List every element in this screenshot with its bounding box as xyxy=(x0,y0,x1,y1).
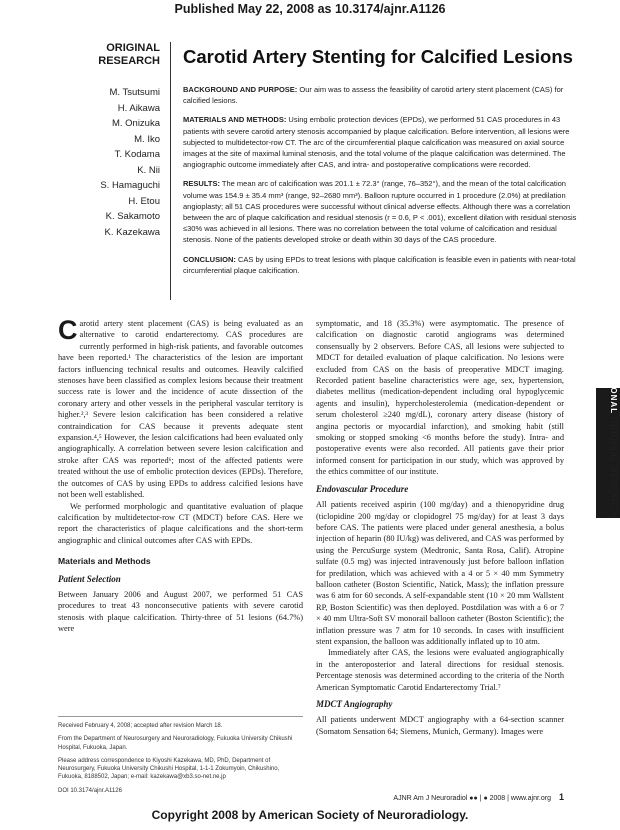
author-list xyxy=(60,85,160,240)
patient-selection-heading: Patient Selection xyxy=(58,573,121,584)
journal-citation: AJNR Am J Neuroradiol ●● | ● 2008 | www.ajnr.org xyxy=(393,795,551,802)
section-label xyxy=(70,42,160,68)
abstract-heading: CONCLUSION: xyxy=(183,254,236,264)
endovascular-paragraph-2: Immediately after CAS, the lesions were evaluated angiographically in the anteroposterior and lateral directions for residual stenosis. Percentage stenosis was determined according to the criteria of the North American Symptomatic Carotid Endarterectomy Trial.⁷ xyxy=(316,648,564,692)
footnotes xyxy=(58,722,303,800)
body-column-right xyxy=(316,318,564,737)
author: K. Sakamoto xyxy=(105,211,160,222)
intro-text: arotid artery stent placement (CAS) is being evaluated as an alternative to carotid endarterectomy. CAS procedures are currently performed in high-risk patients, and favorable outcomes have been reported.¹ The characteristics of the lesion are important factors influencing technical results and outcomes. Heavily calcified stenoses have been classified as complex lesions because their treatment success rate is lower and the incidence of acute dissection of the coronary artery and other vessels in the peripheral vascular territory is higher.²,³ Severe lesion calcification has been considered a relative contraindication for CAS because it prevents adequate stent expansion.⁴,⁵ However, the lesion calcifications had been evaluated only angiographically. A correlation between severe lesion calcification and stroke after CAS was reported⁶; most of the affected patients were treated without the use of embolic protection devices (EPDs). Therefore, the outcomes of CAS by using EPDs to address calcified lesions have not been well established. xyxy=(58,319,303,500)
abstract-methods xyxy=(183,114,578,170)
running-footer xyxy=(316,792,564,802)
abstract-heading: RESULTS: xyxy=(183,179,220,189)
correspondence-note: Please address correspondence to Kiyoshi Kazekawa, MD, PhD, Department of Neurosurgery, Fukuoka University Chikushi Hospital, 1-1-1 Zokumyoin, Chikushino, Fukuoka, 8188502, Japan; e-mail: kazekawa@xb3.so-net.ne.jp xyxy=(58,757,280,781)
page-number: 1 xyxy=(558,792,564,802)
author: M. Onizuka xyxy=(111,118,160,129)
endovascular-heading: Endovascular Procedure xyxy=(316,483,409,494)
patient-selection-paragraph: Between January 2006 and August 2007, we performed 51 CAS procedures to treat 43 nonconsecutive patients with severe carotid stenosis with plaque calcification. Thirty-three of 51 lesions (64.7%) were xyxy=(58,589,303,634)
abstract-text: Using embolic protection devices (EPDs), we performed 51 CAS procedures in 43 patients with severe carotid artery stenosis accompanied by plaque calcification. Before intervention, all lesions were subjected to multidetector-row CT. The arc of the circumferential plaque calcification was measured on axial source images at the site of maximal luminal stenosis, and the total volume of the plaque calcification was determined. The angiographic outcome immediately after CAS, and intra- and postoperative complications were recorded. xyxy=(183,115,570,170)
intro-paragraph xyxy=(58,315,303,501)
author: T. Kodama xyxy=(114,149,160,160)
footnote-divider xyxy=(58,716,303,717)
doi-note: DOI 10.3174/ajnr.A1126 xyxy=(58,787,122,794)
abstract-text: CAS by using EPDs to treat lesions with plaque calcification is feasible even in patients with near-total circumferential plaque calcification. xyxy=(183,254,576,275)
selection-paragraph-cont: symptomatic, and 18 (35.3%) were asymptomatic. The presence of calcification on diagnostic carotid angiograms was determined consensually by 2 observers. Before CAS, all lesions were subjected to MDCT for detailed evaluation of plaque calcification. No lesions were excluded from CAS on the basis of preoperative MDCT imaging. Recorded patient baseline characteristics were age, sex, hypertension, diabetes mellitus (medication-dependent including oral hypoglycemic agents and insulin), hypercholesterolemia (medication-dependent or serum cholesterol ≥240 mg/dL), coronary artery disease (history of angina pectoris or myocardial infarction), and smoking habit (still smoking or stopped smoking <6 months before the study). Intra- and postoperative events were also recorded. All patients gave their prior informed consent for participation in our study, which was approved by the ethics committee of our institute. xyxy=(316,319,564,477)
author: M. Tsutsumi xyxy=(109,87,160,98)
section-label-line1: ORIGINAL xyxy=(106,42,160,54)
intro-paragraph-2: We performed morphologic and quantitative evaluation of plaque calcification by multidetector-row CT (MDCT) before CAS. Here we report the characteristics of plaque calcifications and the short-term angiographic and clinical outcomes after CAS with EPDs. xyxy=(58,501,303,545)
abstract xyxy=(183,84,578,284)
abstract-conclusion xyxy=(183,254,578,276)
copyright-banner: Copyright 2008 by American Society of Neuroradiology. xyxy=(151,808,469,822)
abstract-heading: BACKGROUND AND PURPOSE: xyxy=(183,85,298,94)
abstract-text: Our aim was to assess the feasibility of carotid artery stent placement (CAS) for calcified lesions. xyxy=(183,85,564,106)
mdct-heading: MDCT Angiography xyxy=(316,699,393,709)
header-divider xyxy=(170,42,171,300)
methods-heading: Materials and Methods xyxy=(58,556,151,567)
endovascular-paragraph: All patients received aspirin (100 mg/day) and a thienopyridine drug (ticlopidine 200 mg/day or clopidogrel 75 mg/day) for at least 3 days before CAS. The patients were placed under general anesthesia, a bolus injection of heparin (80 IU/kg) was delivered, and CAS was performed by using the PercuSurge system (Medtronic, Santa Rosa, Calif). Atropine sulfate (0.5 mg) was injected intravenously just before balloon inflation for predilation, which was achieved with a 4 or 5 × 40 mm Symmetry balloon catheter (Boston Scientific, Natick, Mass); the inflation pressure was 6 atm for 60 seconds. A self-expandable stent (10 × 20 mm Wallstent RP, Boston Scientific) was then deployed. Postdilation was with a 6 or 7 × 40 mm Ultra-Soft SV monorail balloon catheter (Boston Scientific); the inflation pressure was 7 atm for 10 seconds. In cases with insufficient stent expansion, the balloon was additionally inflated up to 10 atm. xyxy=(316,500,564,646)
section-tab-label xyxy=(598,330,618,590)
author: S. Hamaguchi xyxy=(100,180,160,191)
article-title: Carotid Artery Stenting for Calcified Lesions xyxy=(183,46,573,67)
author: K. Kazekawa xyxy=(104,226,160,238)
abstract-heading: MATERIALS AND METHODS: xyxy=(183,115,287,125)
abstract-results xyxy=(183,178,578,245)
body-column-left xyxy=(58,315,303,635)
mdct-paragraph: All patients underwent MDCT angiography with a 64-section scanner (Somatom Sensation 64; Siemens, Munich, Germany). Images were xyxy=(316,715,564,736)
author: H. Aikawa xyxy=(117,102,160,114)
author: H. Etou xyxy=(128,195,160,207)
abstract-background xyxy=(183,84,578,106)
author: M. Iko xyxy=(134,133,160,145)
drop-cap: C xyxy=(58,315,78,345)
affiliation-note: From the Department of Neurosurgery and Neuroradiology, Fukuoka University Chikushi Hospital, Fukuoka, Japan. xyxy=(58,736,293,751)
abstract-text: The mean arc of calcification was 201.1 ± 72.3° (range, 76–352°), and the mean of the total calcification volume was 154.9 ± 35.4 mm³ (range, 92–2680 mm³). Balloon rupture occurred in 1 procedure (2.0%) at predilation angioplasty; all 51 CAS procedures were successful without clinical adverse effects. Although there was a correlation between the arc of plaque calcification and residual stenosis (r = 0.6, P < .001), excellent dilation with residual stenosis ≤30% was achieved in all lesions. There was no correlation between the total volume of calcification and residual stenosis. None of the patients developed stroke or death within 30 days of the CAS procedure. xyxy=(183,179,577,245)
published-banner: Published May 22, 2008 as 10.3174/ajnr.A1126 xyxy=(174,2,446,16)
tab-label-interventional: INTERVENTIONAL xyxy=(609,330,618,415)
section-label-line2: RESEARCH xyxy=(98,55,160,67)
tab-label-original-research: ORIGINAL RESEARCH xyxy=(609,417,618,519)
author: K. Nii xyxy=(137,164,160,176)
received-note: Received February 4, 2008; accepted after revision March 18. xyxy=(58,723,223,729)
